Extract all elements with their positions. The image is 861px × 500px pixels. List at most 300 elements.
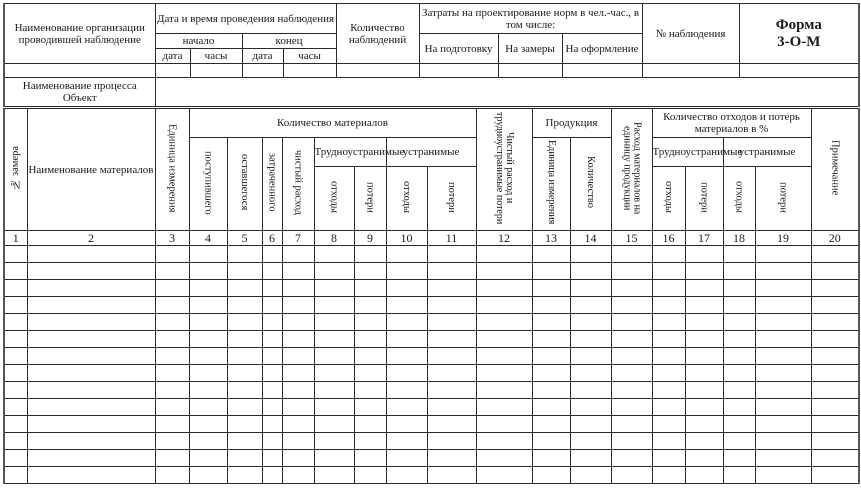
table-cell[interactable] <box>532 467 570 484</box>
table-cell[interactable] <box>262 433 282 450</box>
table-cell[interactable] <box>611 280 652 297</box>
table-cell[interactable] <box>532 399 570 416</box>
table-cell[interactable] <box>4 314 27 331</box>
table-cell[interactable] <box>189 382 227 399</box>
table-cell[interactable] <box>155 348 189 365</box>
table-cell[interactable] <box>282 399 314 416</box>
table-cell[interactable] <box>652 297 685 314</box>
table-cell[interactable] <box>314 365 354 382</box>
table-cell[interactable] <box>189 399 227 416</box>
table-cell[interactable] <box>755 467 811 484</box>
table-cell[interactable] <box>386 331 427 348</box>
table-cell[interactable] <box>386 263 427 280</box>
table-cell[interactable] <box>354 331 386 348</box>
table-cell[interactable] <box>611 348 652 365</box>
org-name-field[interactable] <box>4 64 155 78</box>
table-cell[interactable] <box>427 280 476 297</box>
table-cell[interactable] <box>570 450 611 467</box>
table-cell[interactable] <box>476 246 532 263</box>
table-cell[interactable] <box>723 416 755 433</box>
table-cell[interactable] <box>262 467 282 484</box>
start-date-field[interactable] <box>155 64 190 78</box>
table-cell[interactable] <box>354 450 386 467</box>
table-cell[interactable] <box>155 314 189 331</box>
table-cell[interactable] <box>611 297 652 314</box>
table-cell[interactable] <box>314 263 354 280</box>
table-cell[interactable] <box>27 314 155 331</box>
table-cell[interactable] <box>476 314 532 331</box>
table-cell[interactable] <box>189 331 227 348</box>
table-cell[interactable] <box>27 246 155 263</box>
table-cell[interactable] <box>570 280 611 297</box>
table-cell[interactable] <box>4 382 27 399</box>
table-cell[interactable] <box>354 297 386 314</box>
table-cell[interactable] <box>314 416 354 433</box>
table-cell[interactable] <box>570 382 611 399</box>
table-cell[interactable] <box>189 297 227 314</box>
table-cell[interactable] <box>262 416 282 433</box>
table-cell[interactable] <box>386 280 427 297</box>
table-cell[interactable] <box>723 348 755 365</box>
table-cell[interactable] <box>354 433 386 450</box>
table-cell[interactable] <box>427 416 476 433</box>
table-cell[interactable] <box>27 399 155 416</box>
table-cell[interactable] <box>532 433 570 450</box>
table-cell[interactable] <box>314 467 354 484</box>
table-cell[interactable] <box>189 314 227 331</box>
table-cell[interactable] <box>27 263 155 280</box>
table-cell[interactable] <box>282 450 314 467</box>
table-cell[interactable] <box>4 450 27 467</box>
table-cell[interactable] <box>354 348 386 365</box>
table-cell[interactable] <box>476 416 532 433</box>
table-cell[interactable] <box>652 348 685 365</box>
table-cell[interactable] <box>282 433 314 450</box>
start-hours-field[interactable] <box>190 64 242 78</box>
table-cell[interactable] <box>723 246 755 263</box>
table-cell[interactable] <box>476 399 532 416</box>
table-cell[interactable] <box>476 348 532 365</box>
table-cell[interactable] <box>755 365 811 382</box>
table-cell[interactable] <box>262 263 282 280</box>
table-cell[interactable] <box>811 450 859 467</box>
table-cell[interactable] <box>386 399 427 416</box>
table-cell[interactable] <box>652 280 685 297</box>
table-cell[interactable] <box>723 314 755 331</box>
table-cell[interactable] <box>227 280 262 297</box>
table-cell[interactable] <box>354 365 386 382</box>
table-cell[interactable] <box>262 246 282 263</box>
table-cell[interactable] <box>811 399 859 416</box>
table-cell[interactable] <box>685 416 723 433</box>
table-cell[interactable] <box>476 331 532 348</box>
table-cell[interactable] <box>27 450 155 467</box>
table-cell[interactable] <box>476 365 532 382</box>
table-cell[interactable] <box>4 331 27 348</box>
table-cell[interactable] <box>386 467 427 484</box>
table-cell[interactable] <box>652 467 685 484</box>
table-cell[interactable] <box>652 416 685 433</box>
table-cell[interactable] <box>282 416 314 433</box>
table-cell[interactable] <box>652 365 685 382</box>
table-cell[interactable] <box>723 280 755 297</box>
table-cell[interactable] <box>685 399 723 416</box>
table-cell[interactable] <box>476 280 532 297</box>
table-cell[interactable] <box>570 246 611 263</box>
table-cell[interactable] <box>354 280 386 297</box>
table-cell[interactable] <box>155 297 189 314</box>
process-object-field[interactable] <box>155 78 859 107</box>
remaining-header: оставшегося <box>227 138 262 231</box>
table-cell[interactable] <box>189 433 227 450</box>
table-cell[interactable] <box>427 467 476 484</box>
table-cell[interactable] <box>4 365 27 382</box>
table-cell[interactable] <box>570 297 611 314</box>
table-cell[interactable] <box>723 331 755 348</box>
table-cell[interactable] <box>611 314 652 331</box>
table-cell[interactable] <box>476 263 532 280</box>
table-cell[interactable] <box>652 314 685 331</box>
table-cell[interactable] <box>189 263 227 280</box>
table-cell[interactable] <box>755 246 811 263</box>
table-cell[interactable] <box>723 467 755 484</box>
table-cell[interactable] <box>755 280 811 297</box>
table-cell[interactable] <box>611 450 652 467</box>
table-cell[interactable] <box>354 246 386 263</box>
table-cell[interactable] <box>811 246 859 263</box>
table-row <box>4 450 859 467</box>
table-cell[interactable] <box>570 467 611 484</box>
table-cell[interactable] <box>570 263 611 280</box>
table-cell[interactable] <box>4 467 27 484</box>
table-cell[interactable] <box>532 450 570 467</box>
table-cell[interactable] <box>354 263 386 280</box>
table-cell[interactable] <box>227 263 262 280</box>
table-cell[interactable] <box>4 280 27 297</box>
table-cell[interactable] <box>4 416 27 433</box>
table-cell[interactable] <box>4 246 27 263</box>
table-cell[interactable] <box>570 314 611 331</box>
table-cell[interactable] <box>811 433 859 450</box>
observation-number-field[interactable] <box>642 64 739 78</box>
table-cell[interactable] <box>427 331 476 348</box>
table-cell[interactable] <box>723 263 755 280</box>
table-cell[interactable] <box>685 263 723 280</box>
table-cell[interactable] <box>532 416 570 433</box>
table-cell[interactable] <box>570 331 611 348</box>
table-cell[interactable] <box>189 450 227 467</box>
table-cell[interactable] <box>227 399 262 416</box>
table-cell[interactable] <box>685 348 723 365</box>
table-cell[interactable] <box>386 348 427 365</box>
cost-format-field[interactable] <box>562 64 642 78</box>
table-cell[interactable] <box>155 331 189 348</box>
end-date-header: дата <box>242 49 283 64</box>
table-cell[interactable] <box>155 263 189 280</box>
table-cell[interactable] <box>262 348 282 365</box>
table-cell[interactable] <box>262 280 282 297</box>
table-cell[interactable] <box>227 450 262 467</box>
table-cell[interactable] <box>386 433 427 450</box>
table-cell[interactable] <box>155 280 189 297</box>
table-cell[interactable] <box>755 348 811 365</box>
table-cell[interactable] <box>189 280 227 297</box>
table-cell[interactable] <box>755 382 811 399</box>
table-cell[interactable] <box>685 246 723 263</box>
table-cell[interactable] <box>4 399 27 416</box>
table-cell[interactable] <box>386 416 427 433</box>
table-cell[interactable] <box>532 263 570 280</box>
table-cell[interactable] <box>282 382 314 399</box>
table-cell[interactable] <box>314 314 354 331</box>
table-cell[interactable] <box>685 331 723 348</box>
table-cell[interactable] <box>354 416 386 433</box>
table-cell[interactable] <box>227 246 262 263</box>
table-cell[interactable] <box>476 433 532 450</box>
table-cell[interactable] <box>811 297 859 314</box>
end-hours-field[interactable] <box>283 64 336 78</box>
table-cell[interactable] <box>262 331 282 348</box>
table-cell[interactable] <box>476 467 532 484</box>
table-cell[interactable] <box>155 399 189 416</box>
table-cell[interactable] <box>27 382 155 399</box>
table-cell[interactable] <box>314 331 354 348</box>
table-cell[interactable] <box>755 331 811 348</box>
table-cell[interactable] <box>685 365 723 382</box>
table-cell[interactable] <box>314 433 354 450</box>
table-cell[interactable] <box>354 314 386 331</box>
table-cell[interactable] <box>427 450 476 467</box>
table-cell[interactable] <box>427 263 476 280</box>
table-cell[interactable] <box>811 331 859 348</box>
table-cell[interactable] <box>354 382 386 399</box>
table-cell[interactable] <box>227 467 262 484</box>
table-cell[interactable] <box>354 467 386 484</box>
table-cell[interactable] <box>427 382 476 399</box>
table-cell[interactable] <box>282 348 314 365</box>
table-cell[interactable] <box>723 297 755 314</box>
table-cell[interactable] <box>652 382 685 399</box>
table-cell[interactable] <box>811 314 859 331</box>
table-cell[interactable] <box>282 331 314 348</box>
table-cell[interactable] <box>532 246 570 263</box>
table-cell[interactable] <box>532 280 570 297</box>
table-cell[interactable] <box>811 280 859 297</box>
table-cell[interactable] <box>570 433 611 450</box>
table-cell[interactable] <box>652 246 685 263</box>
table-cell[interactable] <box>262 382 282 399</box>
table-cell[interactable] <box>811 382 859 399</box>
table-cell[interactable] <box>532 348 570 365</box>
table-cell[interactable] <box>386 450 427 467</box>
cost-prep-field[interactable] <box>419 64 498 78</box>
table-cell[interactable] <box>723 399 755 416</box>
table-cell[interactable] <box>262 399 282 416</box>
table-cell[interactable] <box>476 382 532 399</box>
table-cell[interactable] <box>4 297 27 314</box>
end-date-field[interactable] <box>242 64 283 78</box>
table-cell[interactable] <box>652 263 685 280</box>
table-cell[interactable] <box>723 450 755 467</box>
table-cell[interactable] <box>652 450 685 467</box>
table-cell[interactable] <box>314 382 354 399</box>
table-cell[interactable] <box>27 467 155 484</box>
table-cell[interactable] <box>755 314 811 331</box>
table-cell[interactable] <box>282 246 314 263</box>
table-cell[interactable] <box>27 280 155 297</box>
table-cell[interactable] <box>611 246 652 263</box>
product-qty-header: Количество <box>570 138 611 231</box>
table-cell[interactable] <box>227 365 262 382</box>
table-cell[interactable] <box>262 365 282 382</box>
table-cell[interactable] <box>262 450 282 467</box>
table-cell[interactable] <box>652 399 685 416</box>
table-cell[interactable] <box>570 399 611 416</box>
table-cell[interactable] <box>227 348 262 365</box>
table-cell[interactable] <box>532 365 570 382</box>
table-cell[interactable] <box>27 331 155 348</box>
table-cell[interactable] <box>811 263 859 280</box>
table-cell[interactable] <box>189 246 227 263</box>
table-cell[interactable] <box>4 433 27 450</box>
table-cell[interactable] <box>282 280 314 297</box>
table-cell[interactable] <box>685 450 723 467</box>
table-cell[interactable] <box>155 382 189 399</box>
table-cell[interactable] <box>427 348 476 365</box>
table-cell[interactable] <box>476 450 532 467</box>
table-cell[interactable] <box>282 314 314 331</box>
table-cell[interactable] <box>227 382 262 399</box>
table-cell[interactable] <box>427 433 476 450</box>
table-cell[interactable] <box>262 297 282 314</box>
table-cell[interactable] <box>611 382 652 399</box>
table-cell[interactable] <box>155 450 189 467</box>
table-cell[interactable] <box>611 467 652 484</box>
table-cell[interactable] <box>532 297 570 314</box>
table-cell[interactable] <box>427 297 476 314</box>
column-number: 9 <box>354 231 386 246</box>
table-cell[interactable] <box>611 263 652 280</box>
table-cell[interactable] <box>685 280 723 297</box>
table-cell[interactable] <box>282 297 314 314</box>
table-cell[interactable] <box>27 365 155 382</box>
table-cell[interactable] <box>611 433 652 450</box>
table-cell[interactable] <box>652 331 685 348</box>
table-cell[interactable] <box>227 314 262 331</box>
table-cell[interactable] <box>811 467 859 484</box>
table-cell[interactable] <box>532 314 570 331</box>
table-cell[interactable] <box>811 348 859 365</box>
table-cell[interactable] <box>155 365 189 382</box>
table-cell[interactable] <box>685 382 723 399</box>
table-cell[interactable] <box>532 382 570 399</box>
table-cell[interactable] <box>314 450 354 467</box>
table-cell[interactable] <box>282 467 314 484</box>
table-cell[interactable] <box>755 450 811 467</box>
table-cell[interactable] <box>27 433 155 450</box>
table-cell[interactable] <box>427 246 476 263</box>
table-cell[interactable] <box>755 399 811 416</box>
table-cell[interactable] <box>227 297 262 314</box>
table-cell[interactable] <box>4 348 27 365</box>
table-cell[interactable] <box>314 297 354 314</box>
table-cell[interactable] <box>386 246 427 263</box>
table-cell[interactable] <box>4 263 27 280</box>
table-cell[interactable] <box>427 365 476 382</box>
table-cell[interactable] <box>386 314 427 331</box>
table-cell[interactable] <box>386 297 427 314</box>
table-cell[interactable] <box>155 433 189 450</box>
table-cell[interactable] <box>685 433 723 450</box>
table-cell[interactable] <box>314 280 354 297</box>
table-cell[interactable] <box>189 467 227 484</box>
table-cell[interactable] <box>282 263 314 280</box>
table-cell[interactable] <box>532 331 570 348</box>
table-cell[interactable] <box>611 399 652 416</box>
form-extra-field[interactable] <box>739 64 859 78</box>
table-cell[interactable] <box>652 433 685 450</box>
table-cell[interactable] <box>27 348 155 365</box>
table-cell[interactable] <box>227 331 262 348</box>
table-cell[interactable] <box>155 246 189 263</box>
table-cell[interactable] <box>314 246 354 263</box>
table-cell[interactable] <box>427 399 476 416</box>
table-cell[interactable] <box>685 314 723 331</box>
table-cell[interactable] <box>755 263 811 280</box>
table-cell[interactable] <box>227 416 262 433</box>
table-cell[interactable] <box>723 433 755 450</box>
table-cell[interactable] <box>611 416 652 433</box>
table-cell[interactable] <box>755 416 811 433</box>
column-number: 8 <box>314 231 354 246</box>
cost-measure-field[interactable] <box>498 64 562 78</box>
net-and-hard-losses-header: Чистый расход и трудноустранимые потери <box>476 109 532 231</box>
table-cell[interactable] <box>723 365 755 382</box>
table-cell[interactable] <box>755 433 811 450</box>
table-cell[interactable] <box>27 297 155 314</box>
table-cell[interactable] <box>282 365 314 382</box>
table-cell[interactable] <box>386 365 427 382</box>
table-cell[interactable] <box>811 365 859 382</box>
table-cell[interactable] <box>476 297 532 314</box>
table-cell[interactable] <box>570 348 611 365</box>
table-cell[interactable] <box>427 314 476 331</box>
table-cell[interactable] <box>570 365 611 382</box>
table-cell[interactable] <box>570 416 611 433</box>
table-cell[interactable] <box>811 416 859 433</box>
table-cell[interactable] <box>227 433 262 450</box>
table-cell[interactable] <box>155 416 189 433</box>
table-cell[interactable] <box>354 399 386 416</box>
column-number: 15 <box>611 231 652 246</box>
table-cell[interactable] <box>27 416 155 433</box>
table-cell[interactable] <box>685 467 723 484</box>
table-cell[interactable] <box>189 416 227 433</box>
table-cell[interactable] <box>155 467 189 484</box>
table-cell[interactable] <box>314 399 354 416</box>
table-cell[interactable] <box>386 382 427 399</box>
table-cell[interactable] <box>723 382 755 399</box>
table-cell[interactable] <box>314 348 354 365</box>
table-cell[interactable] <box>685 297 723 314</box>
table-cell[interactable] <box>611 331 652 348</box>
observations-count-field[interactable] <box>336 64 419 78</box>
table-cell[interactable] <box>189 348 227 365</box>
table-cell[interactable] <box>262 314 282 331</box>
table-cell[interactable] <box>611 365 652 382</box>
table-cell[interactable] <box>755 297 811 314</box>
table-cell[interactable] <box>189 365 227 382</box>
